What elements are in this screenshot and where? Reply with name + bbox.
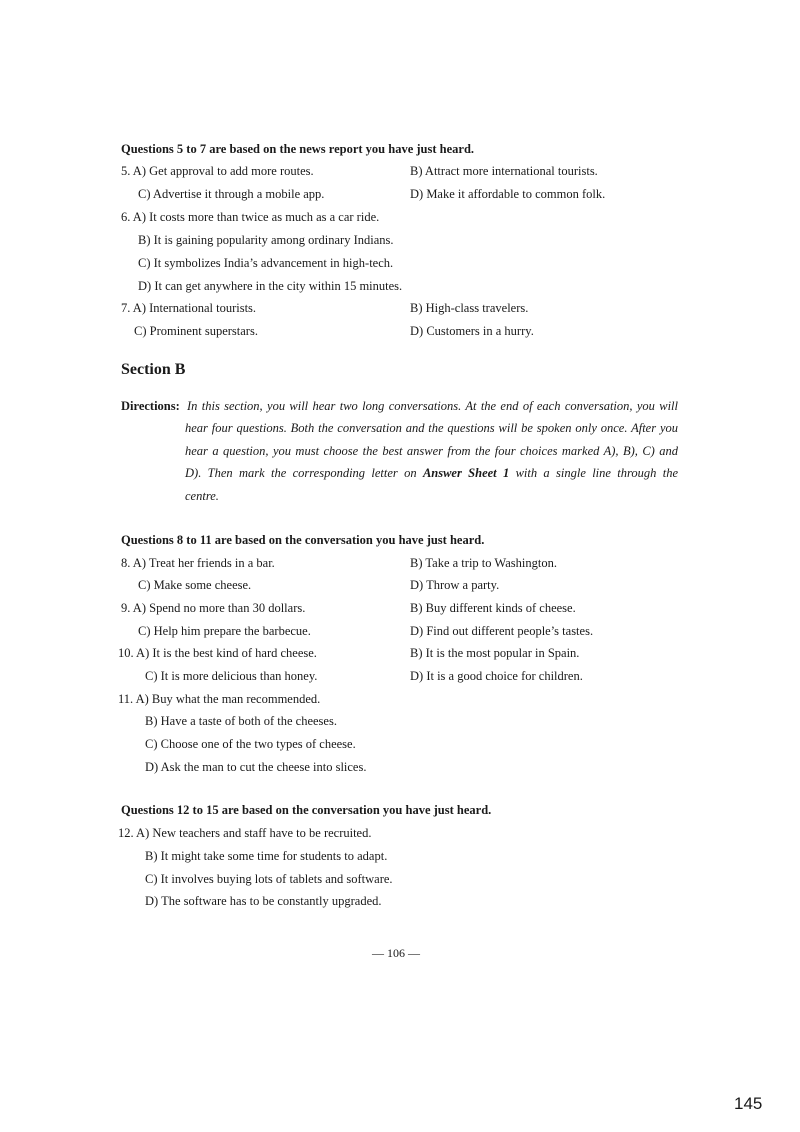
q7-option-a: 7. A) International tourists. [121,301,257,315]
q10-option-a: 10. A) It is the best kind of hard cheese. [118,646,317,660]
directions-line-4-pre: D). Then mark the corresponding letter on [185,466,423,480]
q11-option-a: 11. A) Buy what the man recommended. [118,692,321,706]
corner-page-number: 145 [734,1094,763,1113]
q12-option-c: C) It involves buying lots of tablets and software. [145,872,393,886]
q6-option-a: 6. A) It costs more than twice as much as a car ride. [121,210,380,224]
directions-label: Directions: [121,399,180,413]
directions-line-2: hear four questions. Both the conversation and the questions will be spoken only once. After you [185,421,678,435]
q10-option-c: C) It is more delicious than honey. [145,669,318,683]
q9-option-b: B) Buy different kinds of cheese. [410,601,576,615]
q11-option-d: D) Ask the man to cut the cheese into slices. [145,760,367,774]
q7-option-b: B) High-class travelers. [410,301,529,315]
q9-option-a: 9. A) Spend no more than 30 dollars. [121,601,306,615]
directions-line-3: hear a question, you must choose the best answer from the four choices marked A), B), C) and [185,444,678,458]
q7-option-d: D) Customers in a hurry. [410,324,534,338]
answer-sheet-label: Answer Sheet 1 [422,466,510,480]
directions-line-4 [185,466,678,481]
q6-option-c: C) It symbolizes India’s advancement in high-tech. [138,256,394,270]
q11-option-c: C) Choose one of the two types of cheese. [145,737,356,751]
directions-line-4-post: with a single line through the [509,466,679,480]
q8-option-c: C) Make some cheese. [138,578,252,592]
q9-option-d: D) Find out different people’s tastes. [410,624,594,638]
q9-option-c: C) Help him prepare the barbecue. [138,624,311,638]
directions-line-5: centre. [185,489,219,503]
questions-12-15-header: Questions 12 to 15 are based on the conversation you have just heard. [121,803,492,817]
section-b-title: Section B [121,361,186,378]
q10-option-b: B) It is the most popular in Spain. [410,646,580,660]
q5-option-d: D) Make it affordable to common folk. [410,187,606,201]
q6-option-b: B) It is gaining popularity among ordinary Indians. [138,233,394,247]
q12-option-a: 12. A) New teachers and staff have to be recruited. [118,826,372,840]
q5-option-c: C) Advertise it through a mobile app. [138,187,325,201]
questions-8-11-header: Questions 8 to 11 are based on the conversation you have just heard. [121,533,485,547]
q12-option-b: B) It might take some time for students to adapt. [145,849,388,863]
directions-line-1: In this section, you will hear two long conversations. At the end of each conversation, you will [187,399,678,413]
q11-option-b: B) Have a taste of both of the cheeses. [145,714,337,728]
q8-option-a: 8. A) Treat her friends in a bar. [121,556,275,570]
questions-5-7-header: Questions 5 to 7 are based on the news report you have just heard. [121,142,475,156]
q5-option-b: B) Attract more international tourists. [410,164,598,178]
q8-option-b: B) Take a trip to Washington. [410,556,557,570]
q12-option-d: D) The software has to be constantly upgraded. [145,894,382,908]
q5-option-a: 5. A) Get approval to add more routes. [121,164,314,178]
page-number: — 106 — [372,946,420,960]
q10-option-d: D) It is a good choice for children. [410,669,583,683]
q6-option-d: D) It can get anywhere in the city within 15 minutes. [138,279,403,293]
q8-option-d: D) Throw a party. [410,578,500,592]
q7-option-c: C) Prominent superstars. [134,324,258,338]
